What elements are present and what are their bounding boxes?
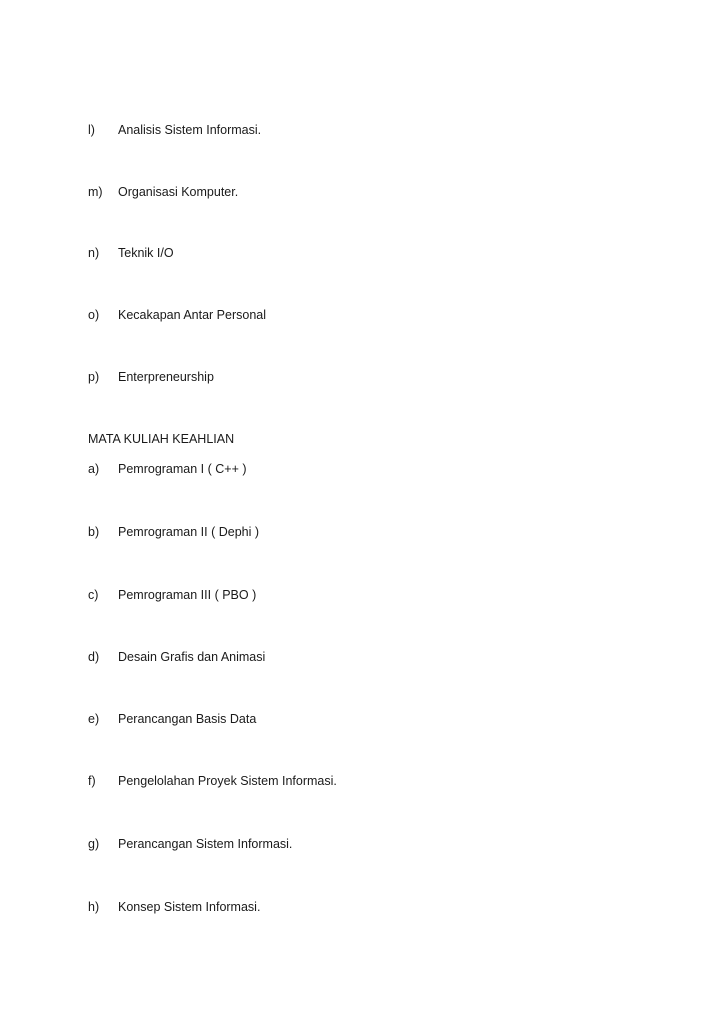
list-item-m (88, 184, 238, 200)
list-item-text: Enterpreneurship (118, 370, 214, 384)
list-marker: p) (88, 370, 100, 384)
list-marker: f) (88, 774, 96, 788)
list-item-l (88, 122, 261, 138)
list-item-e (88, 711, 256, 727)
list-item-f (88, 773, 337, 789)
list-item-c (88, 587, 256, 603)
list-item-a (88, 461, 247, 477)
list-item-text: Perancangan Basis Data (118, 712, 257, 726)
list-marker: o) (88, 308, 100, 322)
list-item-g (88, 836, 292, 852)
list-item-text: Pemrograman II ( Dephi ) (118, 525, 260, 539)
list-item-p (88, 369, 214, 385)
list-item-n (88, 245, 174, 261)
list-marker: c) (88, 588, 99, 602)
section-heading: MATA KULIAH KEAHLIAN (88, 432, 235, 446)
list-item-text: Konsep Sistem Informasi. (118, 900, 261, 914)
list-item-text: Pemrograman I ( C++ ) (118, 462, 247, 476)
list-marker: g) (88, 837, 100, 851)
list-marker: l) (88, 123, 95, 137)
list-marker: d) (88, 650, 100, 664)
list-item-text: Pengelolahan Proyek Sistem Informasi. (118, 774, 337, 788)
list-item-h (88, 899, 260, 915)
list-item-text: Analisis Sistem Informasi. (118, 123, 262, 137)
list-marker: m) (88, 185, 103, 199)
list-item-text: Teknik I/O (118, 246, 174, 260)
list-item-text: Organisasi Komputer. (118, 185, 239, 199)
list-item-o (88, 307, 266, 323)
list-marker: b) (88, 525, 100, 539)
list-marker: a) (88, 462, 100, 476)
list-marker: h) (88, 900, 100, 914)
list-item-d (88, 649, 265, 665)
list-item-text: Perancangan Sistem Informasi. (118, 837, 293, 851)
list-item-text: Desain Grafis dan Animasi (118, 650, 266, 664)
list-item-b (88, 524, 259, 540)
list-marker: n) (88, 246, 100, 260)
list-marker: e) (88, 712, 100, 726)
list-item-text: Pemrograman III ( PBO ) (118, 588, 257, 602)
list-item-text: Kecakapan Antar Personal (118, 308, 267, 322)
